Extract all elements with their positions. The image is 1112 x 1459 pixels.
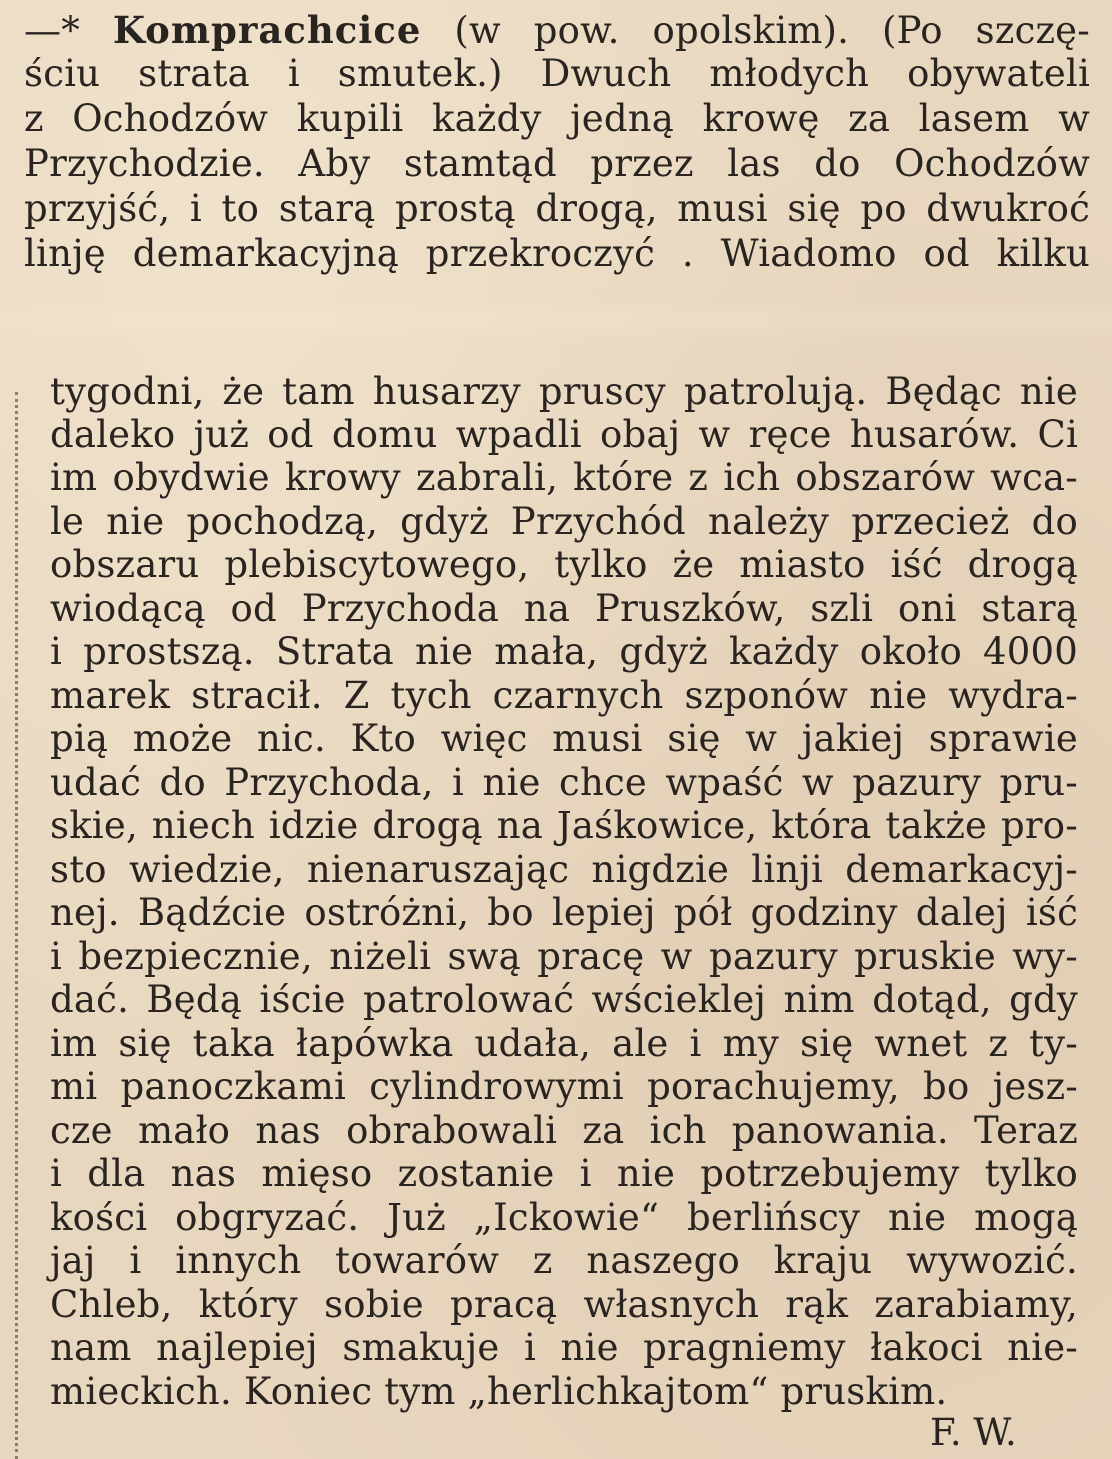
- text-line: udać do Przychoda, i nie chce wpaść w pazury pru-: [50, 761, 1078, 804]
- text-line: nej. Bądźcie ostróżni, bo lepiej pół godziny dalej iść: [50, 891, 1078, 934]
- text-line: nam najlepiej smakuje i nie pragniemy łakoci nie-: [50, 1326, 1078, 1369]
- text-line: linję demarkacyjną przekroczyć . Wiadomo od kilku: [24, 232, 1090, 275]
- article-heading: Komprachcice: [112, 8, 422, 52]
- text-line: mi panoczkami cylindrowymi porachujemy, bo jesz-: [50, 1065, 1078, 1108]
- text-line: tygodni, że tam husarzy pruscy patrolują. Będąc nie: [50, 370, 1078, 413]
- clipping-join: [0, 300, 1112, 340]
- text-line: ściu strata i smutek.) Dwuch młodych obywateli: [24, 52, 1090, 95]
- text-line: sto wiedzie, nienaruszając nigdzie linji demarkacyj-: [50, 848, 1078, 891]
- article-first-line: [24, 8, 1090, 53]
- text-line: im obydwie krowy zabrali, które z ich obszarów wca-: [50, 456, 1078, 499]
- text-line: daleko już od domu wpadli obaj w ręce husarów. Ci: [50, 413, 1078, 456]
- text-line: pią może nic. Kto więc musi się w jakiej sprawie: [50, 717, 1078, 760]
- text-line: wiodącą od Przychoda na Pruszków, szli oni starą: [50, 587, 1078, 630]
- text-line: im się taka łapówka udała, ale i my się wnet z ty-: [50, 1022, 1078, 1065]
- author-signature: F. W.: [930, 1411, 1017, 1454]
- text-line: le nie pochodzą, gdyż Przychód należy przecież do: [50, 500, 1078, 543]
- text-line: z Ochodzów kupili każdy jedną krowę za lasem w: [24, 97, 1090, 140]
- text-line: marek stracił. Z tych czarnych szponów nie wydra-: [50, 674, 1078, 717]
- column-rule: [15, 392, 18, 1459]
- text-line: Przychodzie. Aby stamtąd przez las do Ochodzów: [24, 142, 1090, 185]
- text-line: i dla nas mięso zostanie i nie potrzebujemy tylko: [50, 1152, 1078, 1195]
- text-line: i prostszą. Strata nie mała, gdyż każdy około 4000: [50, 630, 1078, 673]
- article-prefix: —*: [24, 9, 113, 52]
- text-line: dać. Będą iście patrolować wścieklej nim dotąd, gdy: [50, 978, 1078, 1021]
- text-line: mieckich. Koniec tym „herlichkajtom“ pruskim.: [50, 1370, 948, 1413]
- text-line: kości obgryzać. Już „Ickowie“ berlińscy nie mogą: [50, 1196, 1078, 1239]
- text-line: jaj i innych towarów z naszego kraju wywozić.: [50, 1239, 1078, 1282]
- text-line: skie, niech idzie drogą na Jaśkowice, która także pro-: [50, 804, 1078, 847]
- text-line: obszaru plebiscytowego, tylko że miasto iść drogą: [50, 543, 1078, 586]
- text-line: i bezpiecznie, niżeli swą pracę w pazury pruskie wy-: [50, 935, 1078, 978]
- text-line: cze mało nas obrabowali za ich panowania. Teraz: [50, 1109, 1078, 1152]
- text-line: przyjść, i to starą prostą drogą, musi się po dwukroć: [24, 187, 1090, 230]
- text-line: Chleb, który sobie pracą własnych rąk zarabiamy,: [50, 1283, 1078, 1326]
- article-first-line-rest: (w pow. opolskim). (Po szczę-: [421, 9, 1090, 52]
